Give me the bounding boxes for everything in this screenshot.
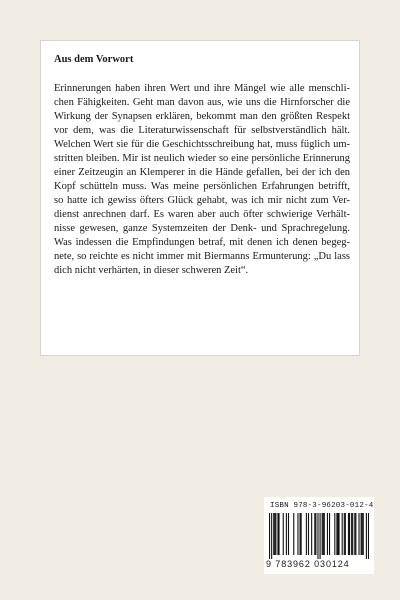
barcode-bar <box>344 513 345 555</box>
barcode-bar <box>324 513 325 555</box>
foreword-text <box>54 82 350 278</box>
barcode-bar <box>275 513 276 555</box>
foreword-line: Was indessen die Empfindungen betraf, mit denen ich denen begeg- <box>54 237 350 248</box>
foreword-line: Wirkung der Synapsen erklären, bekommt man den größten Respekt <box>54 111 350 122</box>
barcode-bar <box>274 513 275 555</box>
barcode-bar <box>361 513 362 555</box>
foreword-line: Welchen Wert sie für die Geschichtsschreibung hat, muss füglich um- <box>54 139 350 150</box>
barcode-bar <box>338 513 339 555</box>
foreword-panel <box>40 40 360 356</box>
barcode-bar <box>368 513 369 559</box>
foreword-line: chen Fähigkeiten. Geht man davon aus, wie uns die Hirnforscher die <box>54 97 350 108</box>
barcode-bar <box>288 513 289 555</box>
barcode-bar <box>308 513 309 555</box>
barcode-bar <box>349 513 350 555</box>
barcode-bar <box>271 513 272 559</box>
barcode-bar <box>315 513 316 555</box>
barcode-digits: 9 783962 030124 <box>266 559 350 569</box>
barcode-bar <box>301 513 302 555</box>
foreword-line: nisse gewesen, ganze Systemzeiten der Denk- und Sprachregelung. <box>54 223 350 234</box>
barcode-bar <box>322 513 323 555</box>
barcode-bar <box>306 513 307 555</box>
foreword-line: so hatte ich gewiss öfters Glück gehabt, was ich mir nicht zum Ver- <box>54 195 350 206</box>
barcode-bars <box>269 513 369 559</box>
barcode-bar <box>278 513 279 555</box>
barcode-bar <box>363 513 364 555</box>
barcode-bar <box>311 513 312 555</box>
isbn-label: ISBN 978-3-96203-012-4 <box>270 502 374 510</box>
barcode-bar <box>362 513 363 555</box>
barcode-bar <box>348 513 349 555</box>
barcode-bar <box>351 513 352 555</box>
barcode-bar <box>336 513 337 555</box>
foreword-line: einer Zeitzeugin an Klemperer in die Hände gefallen, bei der ich den <box>54 167 350 178</box>
barcode-bar <box>358 513 359 555</box>
barcode-bar <box>337 513 338 555</box>
foreword-line: dich nicht verhärten, in dieser schweren Zeit“. <box>54 265 249 276</box>
barcode-bar <box>354 513 355 555</box>
barcode-bar <box>329 513 330 555</box>
foreword-line: Erinnerungen haben ihren Wert und ihre Mängel wie alle menschli- <box>54 83 350 94</box>
barcode-bar <box>355 513 356 555</box>
foreword-line: dienst anrechnen darf. Es waren aber auch öfter schwierige Verhält- <box>54 209 350 220</box>
barcode-bar <box>327 513 328 555</box>
foreword-line: Kopf schütteln muss. Was meine persönlichen Erfahrungen betrifft, <box>54 181 350 192</box>
barcode-bar <box>269 513 270 559</box>
foreword-line: stritten bleiben. Mir ist neulich wieder so eine persönliche Erinnerung <box>54 153 350 164</box>
barcode-bar <box>342 513 343 555</box>
barcode-bar <box>366 513 367 559</box>
barcode-bar <box>300 513 301 555</box>
barcode-bar <box>283 513 284 555</box>
barcode-bar <box>320 513 321 559</box>
barcode-bar <box>352 513 353 555</box>
barcode-box <box>264 497 374 574</box>
barcode-bar <box>273 513 274 555</box>
foreword-line: nete, so reichte es nicht immer mit Biermanns Ermunterung: „Du lass <box>54 251 350 262</box>
foreword-line: vor dem, was die Literaturwissenschaft für selbstverständlich hält. <box>54 125 350 136</box>
barcode-bar <box>293 513 294 555</box>
barcode-bar <box>334 513 335 555</box>
barcode-bar <box>345 513 346 555</box>
barcode-bar <box>323 513 324 555</box>
barcode-bar <box>286 513 287 555</box>
barcode-bar <box>317 513 318 559</box>
barcode-bar <box>297 513 298 555</box>
barcode-bar <box>277 513 278 555</box>
foreword-heading: Aus dem Vorwort <box>54 54 134 65</box>
barcode-bar <box>314 513 315 555</box>
